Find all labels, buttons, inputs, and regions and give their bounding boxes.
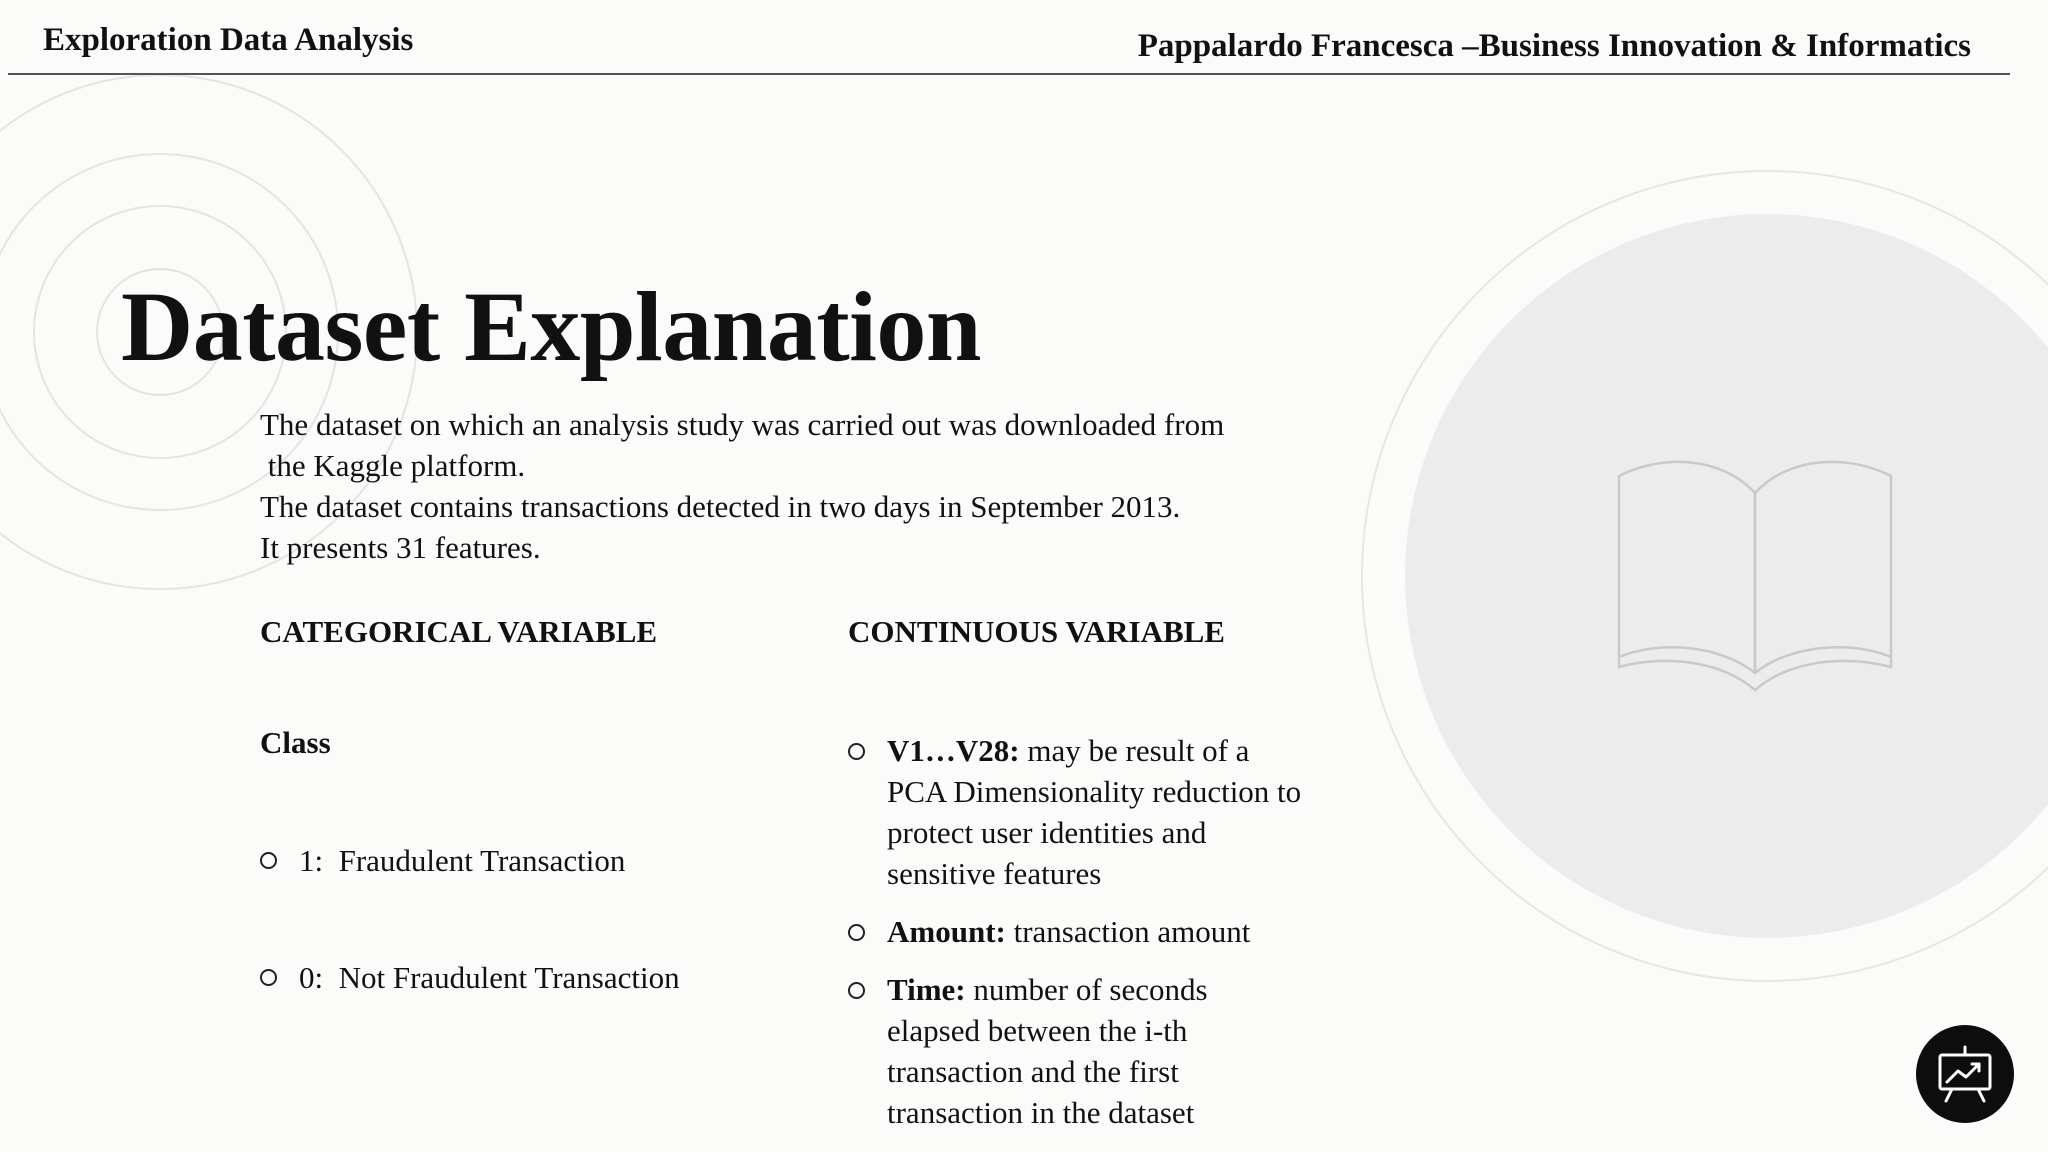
continuous-heading: CONTINUOUS VARIABLE	[848, 614, 1225, 649]
variable-term: V1…V28:	[887, 733, 1020, 768]
category-value: 0: Not Fraudulent Transaction	[299, 960, 680, 995]
variable-term: Time:	[887, 972, 966, 1007]
list-item	[848, 969, 1308, 1133]
intro-line: the Kaggle platform.	[260, 448, 526, 483]
list-item	[848, 911, 1308, 952]
variable-description: may be result of a PCA Dimensionality reduction to protect user identities and sensitive features	[887, 733, 1302, 891]
list-item	[848, 730, 1308, 894]
class-label: Class	[260, 725, 331, 760]
bullet-circle-icon	[260, 852, 277, 869]
header-divider	[8, 73, 2010, 75]
category-value: 1: Fraudulent Transaction	[299, 843, 626, 878]
presentation-badge	[1916, 1025, 2014, 1123]
book-disc-decoration	[1405, 214, 2048, 938]
bullet-circle-icon	[848, 924, 865, 941]
categorical-heading: CATEGORICAL VARIABLE	[260, 614, 658, 649]
bullet-circle-icon	[848, 743, 865, 760]
outer-ring-decoration	[1362, 171, 2048, 981]
header-section-title: Exploration Data Analysis	[43, 22, 414, 58]
intro-paragraph	[260, 404, 1340, 568]
header-author: Pappalardo Francesca –Business Innovation & Informatics	[1137, 28, 1971, 64]
open-book-icon	[1619, 462, 1891, 690]
intro-line: The dataset on which an analysis study was carried out was downloaded from	[260, 407, 1225, 442]
continuous-variable-list	[848, 730, 1308, 1150]
bullet-circle-icon	[260, 969, 277, 986]
variable-description: transaction amount	[1005, 914, 1251, 949]
variable-description: number of seconds elapsed between the i-th transaction and the first transaction in the dataset	[887, 972, 1208, 1130]
presentation-chart-icon	[1916, 1025, 2014, 1123]
intro-line: The dataset contains transactions detected in two days in September 2013.	[260, 489, 1181, 524]
list-item	[260, 840, 625, 881]
intro-line: It presents 31 features.	[260, 530, 541, 565]
list-item	[260, 957, 680, 998]
slide-title: Dataset Explanation	[121, 271, 982, 382]
variable-term: Amount:	[887, 914, 1006, 949]
bullet-circle-icon	[848, 982, 865, 999]
